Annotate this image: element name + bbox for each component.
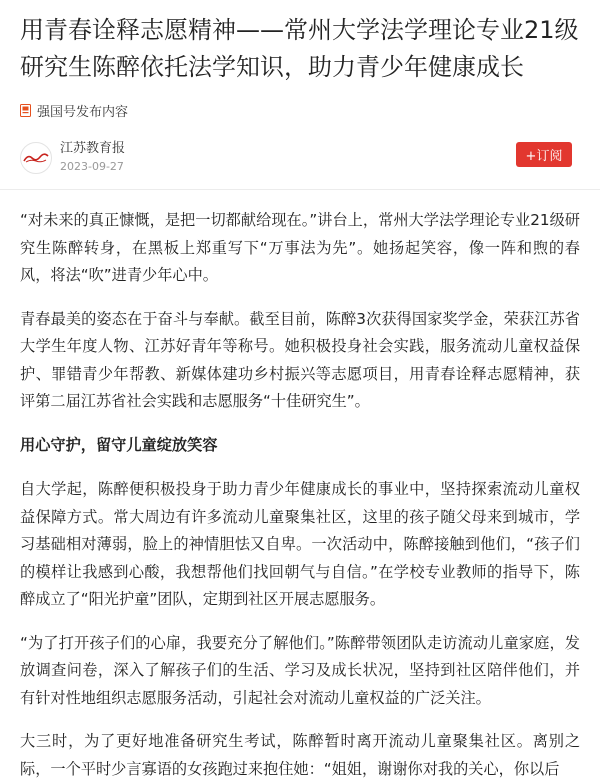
- subscribe-button[interactable]: +订阅: [516, 142, 572, 167]
- paragraph: 大三时，为了更好地准备研究生考试，陈醉暂时离开流动儿童聚集社区。离别之际，一个平时少言寡语的女孩跑过来抱住她：“姐姐，谢谢你对我的关心，你以后: [20, 732, 580, 778]
- author-bar: [20, 138, 580, 178]
- author-name[interactable]: 江苏教育报: [60, 141, 126, 156]
- article-body: [20, 207, 580, 783]
- paragraph: “为了打开孩子们的心扉，我要充分了解他们。”陈醉带领团队走访流动儿童家庭，发放调查问卷，深入了解孩子们的生活、学习及成长状况，坚持到社区陪伴他们，并有针对性地组织志愿服务活动，引起社会对流动儿童权益的广泛关注。: [20, 633, 580, 707]
- paragraph: 青春最美的姿态在于奋斗与奉献。截至目前，陈醉3次获得国家奖学金，荣获江苏省大学生年度人物、江苏好青年等称号。她积极投身社会实践，服务流动儿童权益保护、罪错青少年帮教、新媒体建功乡村振兴等志愿项目，用青春诠释志愿精神，获评第二届江苏省社会实践和志愿服务“十佳研究生”。: [20, 309, 580, 410]
- flag-bookmark-icon-svg: [20, 104, 31, 117]
- jiangsu-education-logo: [22, 152, 50, 164]
- author-meta: [60, 141, 125, 175]
- header-divider: [0, 189, 600, 190]
- source-label: 强国号发布内容: [37, 104, 129, 120]
- avatar[interactable]: [20, 142, 52, 174]
- source-line: [20, 100, 580, 120]
- paragraph: 自大学起，陈醉便积极投身于助力青少年健康成长的事业中，坚持探索流动儿童权益保障方式。常大周边有许多流动儿童聚集社区，这里的孩子随父母来到城市，学习基础相对薄弱，脸上的神情胆怯又自卑。一次活动中，陈醉接触到他们，“孩子们的模样让我感到心酸，我想帮他们找回朝气与自信。”在学校专业教师的指导下，陈醉成立了“阳光护童”团队，定期到社区开展志愿服务。: [20, 480, 580, 608]
- section-heading: 用心守护，留守儿童绽放笑容: [20, 435, 218, 454]
- flag-bookmark-icon: [20, 104, 31, 117]
- publish-date: 2023-09-27: [60, 160, 124, 173]
- paragraph: “对未来的真正慷慨，是把一切都献给现在。”讲台上，常州大学法学理论专业21级研究生陈醉转身，在黑板上郑重写下“万事法为先”。她扬起笑容，像一阵和煦的春风，将法“吹”进青少年心中。: [20, 211, 580, 284]
- article-title: 用青春诠释志愿精神——常州大学法学理论专业21级研究生陈醉依托法学知识，助力青少年健康成长: [20, 16, 579, 81]
